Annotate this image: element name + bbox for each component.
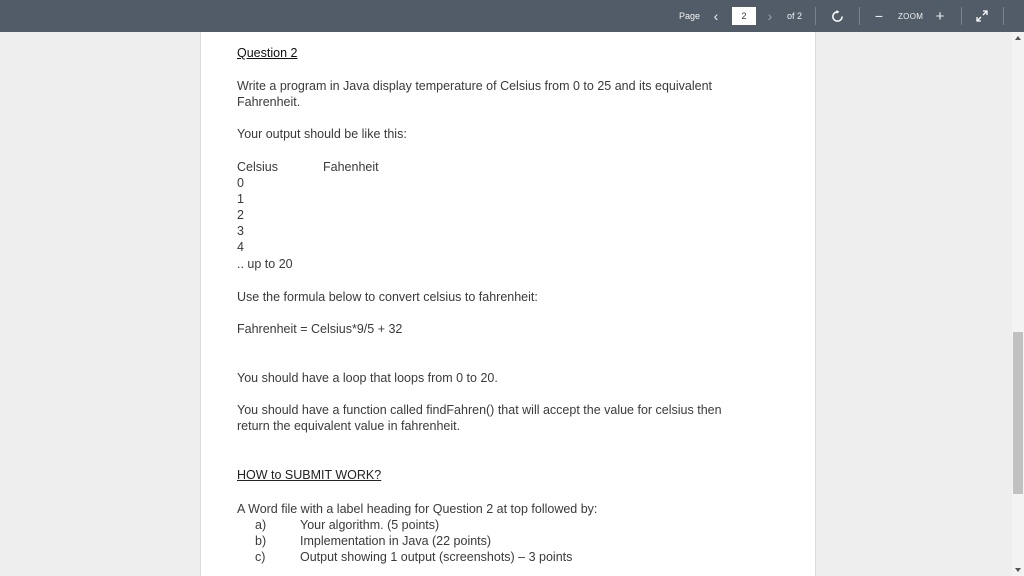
question-heading: Question 2: [237, 46, 298, 60]
list-item-text: Implementation in Java (22 points): [300, 534, 492, 548]
zoom-out-icon[interactable]: −: [874, 8, 884, 24]
scrollbar-thumb[interactable]: [1013, 332, 1023, 494]
toolbar-divider: [815, 7, 816, 25]
document-viewer[interactable]: [0, 32, 1012, 576]
toolbar-divider: [859, 7, 860, 25]
celsius-value: 0: [237, 176, 244, 190]
celsius-value: 1: [237, 192, 244, 206]
celsius-value: 3: [237, 224, 244, 238]
output-intro: Your output should be like this:: [237, 127, 407, 141]
scroll-up-icon[interactable]: [1015, 36, 1021, 40]
celsius-value: 2: [237, 208, 244, 222]
formula-intro: Use the formula below to convert celsius to fahrenheit:: [237, 290, 538, 304]
list-item-text: Your algorithm. (5 points): [300, 518, 440, 532]
intro-line-2: Fahrenheit.: [237, 95, 301, 109]
page-number-input[interactable]: [732, 7, 756, 25]
loop-note: You should have a loop that loops from 0 to 20.: [237, 371, 498, 385]
list-item-text: Output showing 1 output (screenshots) – 3 points: [300, 550, 573, 564]
list-item-label: a): [255, 518, 267, 532]
column-celsius: Celsius: [237, 160, 278, 174]
formula: Fahrenheit = Celsius*9/5 + 32: [237, 322, 403, 336]
submit-intro: A Word file with a label heading for Question 2 at top followed by:: [237, 502, 598, 516]
page-label: Page: [679, 11, 701, 21]
zoom-label: ZOOM: [898, 11, 924, 21]
fit-page-icon[interactable]: [975, 0, 989, 32]
function-note-line-2: return the equivalent value in fahrenheit.: [237, 419, 461, 433]
list-item-label: c): [255, 550, 266, 564]
viewer-toolbar: [0, 0, 1024, 32]
function-note-line-1: You should have a function called findFahren() that will accept the value for celsius then: [237, 403, 722, 417]
chevron-left-icon[interactable]: ‹: [713, 8, 719, 24]
zoom-in-icon[interactable]: +: [935, 7, 945, 25]
rotate-icon[interactable]: [829, 0, 845, 32]
toolbar-divider: [1003, 7, 1004, 25]
up-to-note: .. up to 20: [237, 257, 293, 271]
column-fahrenheit: Fahenheit: [323, 160, 379, 174]
scroll-down-icon[interactable]: [1015, 568, 1021, 572]
intro-line-1: Write a program in Java display temperature of Celsius from 0 to 25 and its equivalent: [237, 79, 712, 93]
document-page: [200, 32, 816, 576]
chevron-right-icon[interactable]: ›: [767, 8, 773, 24]
list-item-label: b): [255, 534, 267, 548]
submit-heading: HOW to SUBMIT WORK?: [237, 468, 382, 482]
toolbar-divider: [961, 7, 962, 25]
page-total: of 2: [787, 11, 803, 21]
vertical-scrollbar[interactable]: [1012, 32, 1024, 576]
celsius-value: 4: [237, 240, 244, 254]
